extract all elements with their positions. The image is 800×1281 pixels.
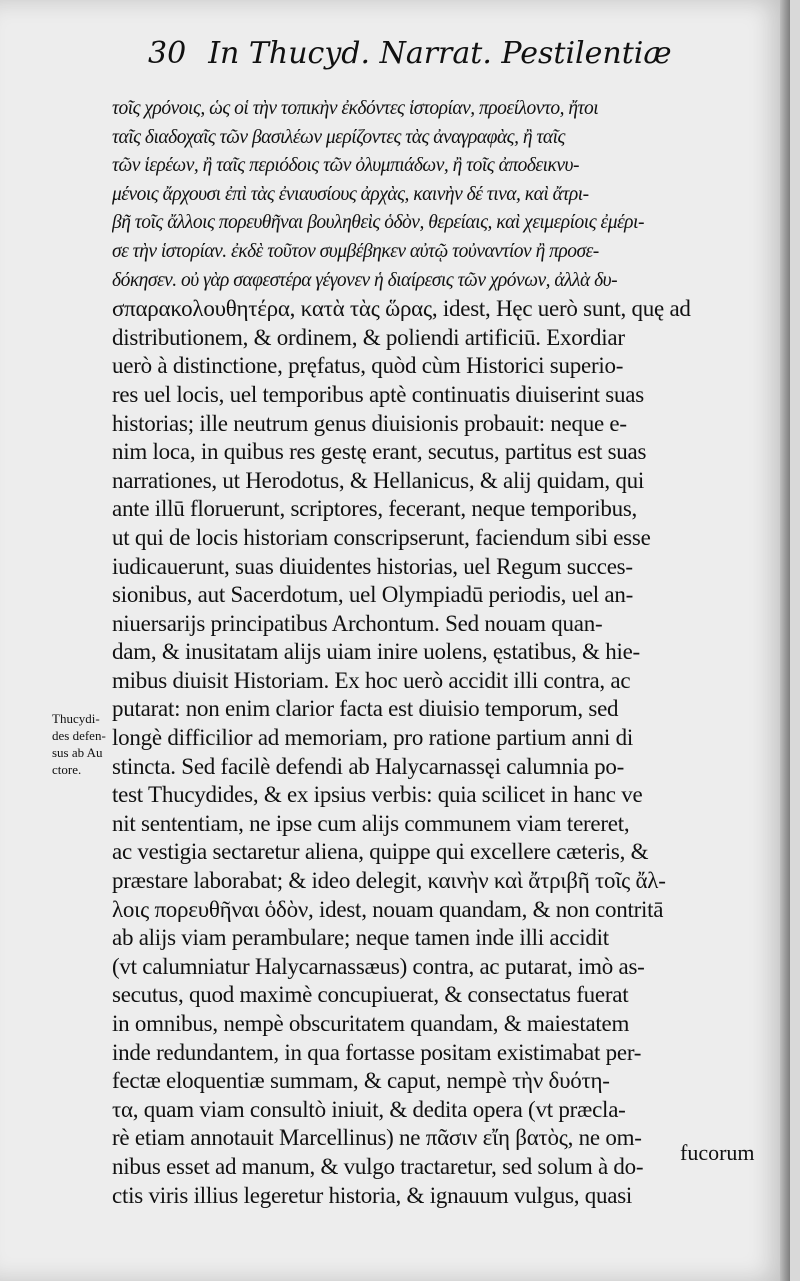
text-line: μένοις ἄρχουσι ἐπὶ τὰς ἐνιαυσίους ἀρχὰς, καινὴν δέ τινα, καὶ ἄτρι- (112, 183, 589, 205)
text-line: ante illū floruerunt, scriptores, fecerant, neque temporibus, (112, 496, 638, 522)
text-line: in omnibus, nempè obscuritatem quandam, & maiestatem (112, 1011, 630, 1036)
text-line: ab alijs viam perambulare; neque tamen inde illi accidit (112, 925, 609, 951)
text-line: τῶν ἱερέων, ἢ ταῖς περιόδοις τῶν ὀλυμπιάδων, ἢ τοῖς ἀποδεικνυ- (112, 155, 579, 177)
text-line: longè difficilior ad memoriam, pro ratione partium anni di (112, 725, 633, 751)
margin-note-line: Thucydi- (52, 711, 100, 726)
text-line: historias; ille neutrum genus diuisionis probauit: neque e- (112, 410, 627, 436)
catchword: fucorum (680, 1140, 755, 1165)
text-line: (vt calumniatur Halycarnassæus) contra, ac putarat, imò as- (112, 953, 645, 979)
text-line: σπαρακολουθητέρα, κατὰ τὰς ὥρας, idest, Hęc uerò sunt, quę ad (112, 296, 691, 322)
text-line: niuersarijs principatibus Archontum. Sed nouam quan- (112, 610, 603, 636)
text-line: uerò à distinctione, pręfatus, quòd cùm Historici superio- (112, 353, 624, 379)
text-line: ταῖς διαδοχαῖς τῶν βασιλέων μερίζοντες τὰς ἀναγραφὰς, ἢ ταῖς (112, 126, 565, 148)
text-line: δόκησεν. οὐ γὰρ σαφεστέρα γέγονεν ἡ διαίρεσις τῶν χρόνων, ἀλλὰ δυ- (112, 269, 618, 291)
text-line: nit sententiam, ne ipse cum alijs communem viam tereret, (112, 810, 630, 836)
text-line: res uel locis, uel temporibus aptè continuatis diuiserint suas (112, 381, 644, 407)
margin-note-line: ctore. (52, 762, 82, 777)
text-line: τοῖς χρόνοις, ὡς οἱ τὴν τοπικὴν ἐκδόντες ἱστορίαν, προείλοντο, ἤτοι (112, 98, 599, 119)
margin-note-line: des defen- (52, 728, 106, 743)
text-line: ut qui de locis historiam conscripserunt, faciendum sibi esse (112, 524, 651, 550)
text-line: βῆ τοῖς ἄλλοις πορευθῆναι βουληθεὶς ὁδὸν, θερείαις, καὶ χειμερίοις ἐμέρι- (112, 212, 644, 234)
text-line: iudicauerunt, suas diuidentes historias, uel Regum succes- (112, 553, 633, 579)
text-line: putarat: non enim clarior facta est diuisio temporum, sed (112, 696, 619, 722)
text-line: præstare laborabat; & ideo delegit, καινὴν καὶ ἄτριβῆ τοῖς ἄλ- (112, 868, 666, 894)
text-line: ctis viris illius legeretur historia, & ignauum vulgus, quasi (112, 1182, 633, 1208)
running-title: In Thucyd. Narrat. Pestilentiæ (208, 36, 672, 71)
text-line: stincta. Sed facilè defendi ab Halycarnassęi calumnia po- (112, 753, 624, 779)
running-header (148, 36, 768, 71)
text-line: rè etiam annotauit Marcellinus) ne πᾶσιν εἴη βατὸς, ne om- (112, 1125, 642, 1151)
text-line: sionibus, aut Sacerdotum, uel Olympiadū periodis, uel an- (112, 582, 634, 608)
text-body (112, 95, 784, 1210)
text-line: dam, & inusitatam alijs uiam inire uolens, ęstatibus, & hie- (112, 639, 640, 665)
text-line: τα, quam viam consultò iniuit, & dedita opera (vt præcla- (112, 1096, 626, 1122)
text-line: narrationes, ut Herodotus, & Hellanicus, & alij quidam, qui (112, 467, 645, 493)
text-line: σε τὴν ἱστορίαν. ἐκδὲ τοῦτον συμβέβηκεν αὐτῷ τοὐναντίον ἢ προσε- (112, 240, 599, 262)
text-line: nim loca, in quibus res gestę erant, secutus, partitus est suas (112, 439, 647, 465)
text-line: secutus, quod maximè concupiuerat, & consectatus fuerat (112, 982, 629, 1008)
margin-note (52, 710, 120, 778)
text-line: test Thucydides, & ex ipsius verbis: quia scilicet in hanc ve (112, 782, 643, 808)
text-line: λοις πορευθῆναι ὁδὸν, idest, nouam quandam, & non contritā (112, 896, 664, 922)
page-number: 30 (148, 36, 187, 71)
text-line: distributionem, & ordinem, & poliendi artificiū. Exordiar (112, 324, 625, 350)
text-line: mibus diuisit Historiam. Ex hoc uerò accidit illi contra, ac (112, 667, 631, 693)
text-line: ac vestigia sectaretur aliena, quippe qui excellere cæteris, & (112, 839, 649, 865)
margin-note-line: sus ab Au (52, 745, 103, 760)
text-line: fectæ eloquentiæ summam, & caput, nempè τὴν δυότη- (112, 1068, 610, 1094)
text-line: inde redundantem, in qua fortasse positam existimabat per- (112, 1039, 642, 1065)
text-line: nibus esset ad manum, & vulgo tractaretur, sed solum à do- (112, 1153, 644, 1179)
